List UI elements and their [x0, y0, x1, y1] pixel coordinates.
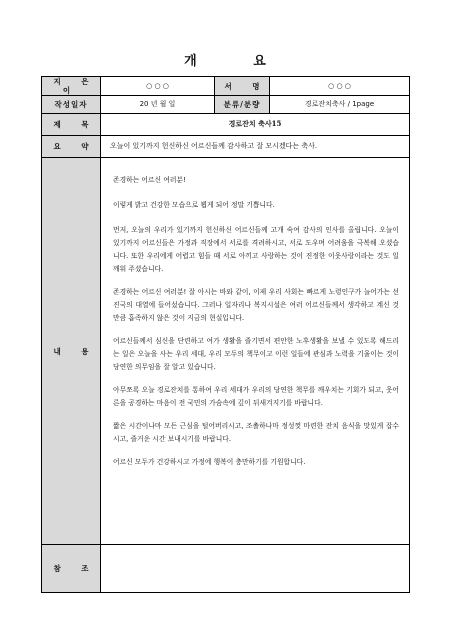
subject-row: [42, 114, 410, 136]
overview-form: [41, 76, 410, 593]
content-paragraph: 이렇게 밝고 건강한 모습으로 뵙게 되어 정말 기쁩니다.: [113, 201, 275, 209]
signature-label: 서 명: [215, 77, 270, 96]
reference-value: [101, 545, 410, 593]
date-row: [42, 96, 410, 114]
content-paragraph: 짧은 시간이나마 모든 근심을 털어버리시고, 조촐하나마 정성껏 마련한 잔치 음식을 맛있게 잡수시고, 즐거운 시간 보내시기를 바랍니다.: [113, 422, 399, 443]
author-label: 지 은 이: [42, 77, 101, 96]
author-value: ○ ○ ○: [101, 77, 215, 96]
date-label: 작성일자: [42, 96, 101, 114]
content-paragraph: 존경하는 어르신 여러분!: [113, 176, 186, 184]
page-title: 개 요: [184, 54, 292, 69]
date-value: 20 년 월 일: [101, 96, 215, 114]
subject-value: 경로잔치 축사15: [101, 114, 410, 136]
category-label: 분류/분량: [215, 96, 270, 114]
subject-label: 제 목: [42, 114, 101, 136]
author-row: [42, 77, 410, 96]
reference-row: [42, 545, 410, 593]
summary-label: 요 약: [42, 136, 101, 158]
category-value: 경로잔치축사 / 1page: [270, 96, 410, 114]
content-paragraph: 존경하는 어르신 여러분! 잘 아시는 바와 같이, 이제 우리 사회는 빠르게 노령인구가 늘어가는 선진국의 대열에 들어섰습니다. 그러나 일자리나 복지시설은 여러 어르신들께서 생각하고 계신 것만큼 흡족하지 않은 것이 지금의 현실입니다.: [113, 288, 399, 322]
content-row: [42, 158, 410, 545]
content-paragraph: 먼저, 오늘의 우리가 있기까지 헌신하신 어르신들께 고개 숙여 감사의 인사를 올립니다. 오늘이 있기까지 어르신들은 가정과 직장에서 서로를 격려하시고, 서로 도우며 어려움을 극복해 오셨습니다. 또한 우리에게 어렵고 힘들 때 서로 아끼고 사랑하는 것이 진정한 이웃사랑이라는 것도 일깨워 주셨습니다.: [113, 226, 399, 273]
content-body: [101, 158, 410, 545]
summary-row: [42, 136, 410, 158]
content-label: 내 용: [42, 158, 101, 545]
content-paragraph: 어르신들께서 심신을 단련하고 여가 생활을 즐기면서 편안한 노후생활을 보낼 수 있도록 해드리는 일은 오늘을 사는 우리 세대, 우리 모두의 책무이고 이런 일들에 관심과 노력을 기울이는 것이 당연한 의무임을 잘 알고 있습니다.: [113, 337, 399, 371]
reference-label: 참 조: [42, 545, 101, 593]
summary-value: 오늘이 있기까지 헌신하신 어르신들께 감사하고 잘 모시겠다는 축사.: [101, 136, 410, 158]
content-paragraph: 어르신 모두가 건강하시고 가정에 행복이 충만하기를 기원합니다.: [113, 458, 306, 466]
signature-value: ○ ○ ○: [270, 77, 410, 96]
content-paragraph: 아무쪼록 오늘 경로잔치를 통하여 우리 세대가 우리의 당연한 책무를 깨우치는 기회가 되고, 웃어른을 공경하는 마음이 전 국민의 가슴속에 깊이 뒤새겨지기를 바랍니다.: [113, 386, 399, 407]
